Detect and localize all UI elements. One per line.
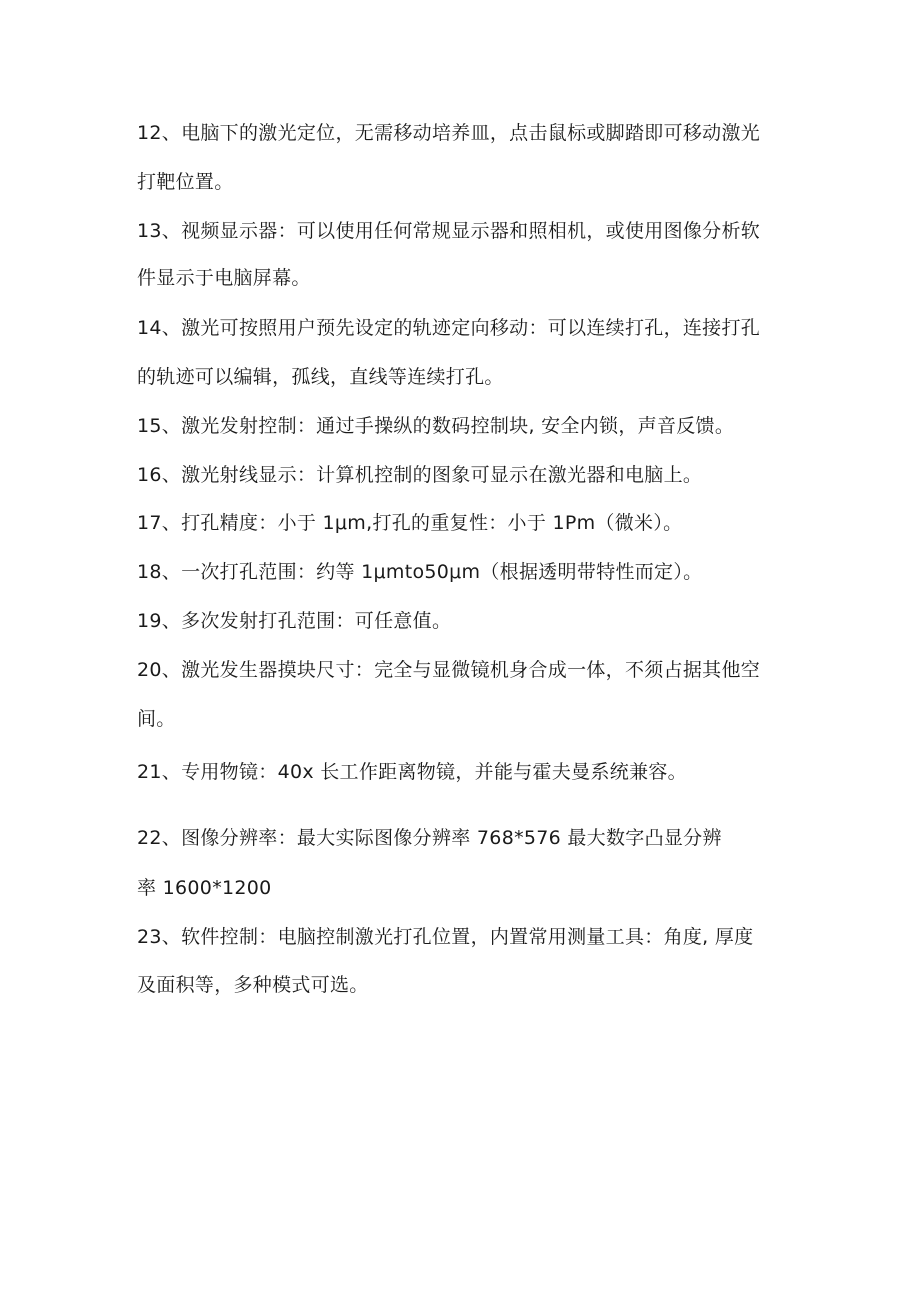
item-22-line-2: 率 1600*1200 xyxy=(137,877,272,899)
item-20-line-1: 20、激光发生器摸块尺寸：完全与显微镜机身合成一体，不须占据其他空 xyxy=(137,659,761,681)
item-14-line-1: 14、激光可按照用户预先设定的轨迹定向移动：可以连续打孔，连接打孔 xyxy=(137,317,761,339)
item-12-line-1: 12、电脑下的激光定位，无需移动培养皿，点击鼠标或脚踏即可移动激光 xyxy=(137,122,761,144)
item-13-line-1: 13、视频显示器：可以使用任何常规显示器和照相机，或使用图像分析软 xyxy=(137,220,761,242)
item-17: 17、打孔精度：小于 1μm,打孔的重复性：小于 1Pm（微米）。 xyxy=(137,512,683,534)
item-21: 21、专用物镜：40x 长工作距离物镜，并能与霍夫曼系统兼容。 xyxy=(137,761,687,783)
item-13-line-2: 件显示于电脑屏幕。 xyxy=(137,267,311,289)
item-20-line-2: 间。 xyxy=(137,708,176,730)
item-23-line-1: 23、软件控制：电脑控制激光打孔位置，内置常用测量工具：角度, 厚度 xyxy=(137,926,754,948)
item-23-line-2: 及面积等，多种模式可选。 xyxy=(137,974,369,996)
item-16: 16、激光射线显示：计算机控制的图象可显示在激光器和电脑上。 xyxy=(137,464,703,486)
item-22-line-1: 22、图像分辨率：最大实际图像分辨率 768*576 最大数字凸显分辨 xyxy=(137,827,722,849)
item-14-line-2: 的轨迹可以编辑，孤线，直线等连续打孔。 xyxy=(137,366,504,388)
item-15: 15、激光发射控制：通过手操纵的数码控制块, 安全内锁，声音反馈。 xyxy=(137,415,735,437)
item-19: 19、多次发射打孔范围：可任意值。 xyxy=(137,610,452,632)
item-12-line-2: 打靶位置。 xyxy=(137,171,234,193)
item-18: 18、一次打孔范围：约等 1μmto50μm（根据透明带特性而定）。 xyxy=(137,561,703,583)
